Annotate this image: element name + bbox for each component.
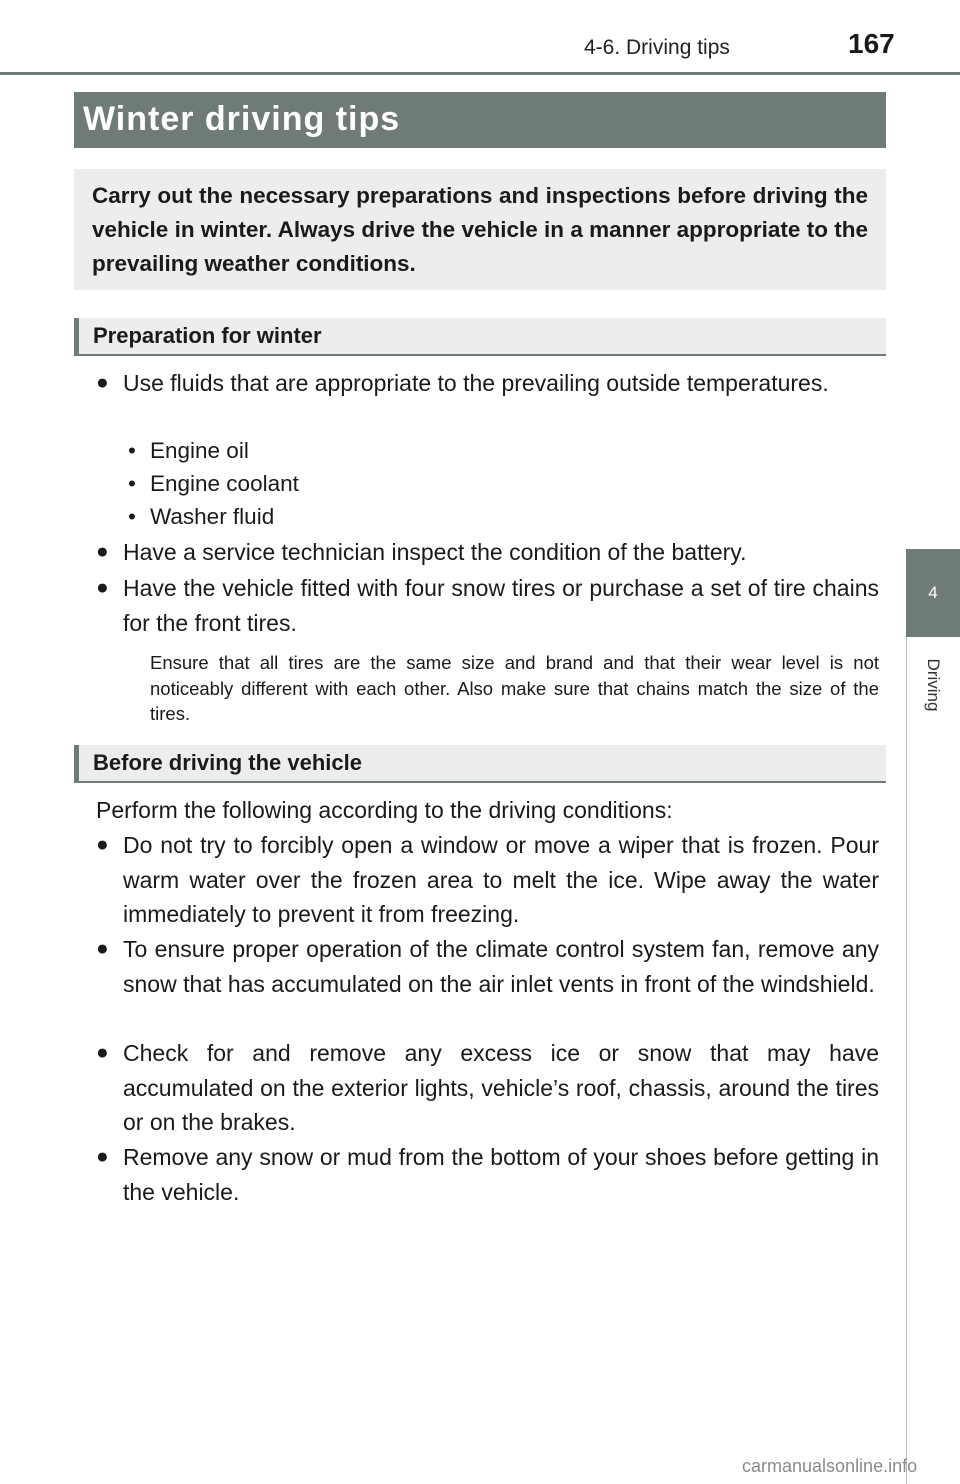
chapter-label: Driving (924, 658, 943, 712)
header-divider (0, 72, 960, 75)
bullet-dot-icon: ● (96, 833, 109, 856)
list-item: ● Check for and remove any excess ice or snow that may have accumulated on the exterior lights, vehicle’s roof, chassis, around the tires or on the brakes. (96, 1036, 879, 1140)
chapter-number: 4 (928, 583, 938, 602)
bullet-dot-icon: ● (96, 540, 109, 563)
small-bullet-icon: • (128, 438, 136, 463)
list-item: ● Have the vehicle fitted with four snow tires or purchase a set of tire chains for the front tires. (96, 571, 879, 640)
small-bullet-icon: • (128, 504, 136, 529)
list-item: ● To ensure proper operation of the climate control system fan, remove any snow that has accumulated on the air inlet vents in front of the windshield. (96, 932, 879, 1001)
tire-note: Ensure that all tires are the same size and brand and that their wear level is not noticeably different with each other. Also make sure that chains match the size of the tires. (150, 652, 879, 724)
intro-text: Carry out the necessary preparations and inspections before driving the vehicle in winter. Always drive the vehicle in a manner appropriate to the prevailing weather conditions. (92, 183, 868, 276)
bullet-dot-icon: ● (96, 937, 109, 960)
page-title: Winter driving tips (74, 92, 886, 148)
fluid-item: • Engine oil (128, 434, 249, 467)
watermark: carmanualsonline.info (742, 1456, 918, 1476)
bullet-dot-icon: ● (96, 576, 109, 599)
section-lead: Perform the following according to the driving conditions: (96, 797, 673, 823)
list-item: ● Use fluids that are appropriate to the prevailing outside temperatures. (96, 366, 879, 401)
fluid-item: • Engine coolant (128, 467, 299, 500)
small-bullet-icon: • (128, 471, 136, 496)
bullet-dot-icon: ● (96, 1041, 109, 1064)
section-heading-before-driving: Before driving the vehicle (74, 745, 886, 783)
header-section-title: 4-6. Driving tips (584, 36, 730, 59)
list-item: ● Do not try to forcibly open a window or move a wiper that is frozen. Pour warm water over the frozen area to melt the ice. Wipe away the water immediately to prevent it from freezing. (96, 828, 879, 932)
section-heading-preparation: Preparation for winter (74, 318, 886, 356)
intro-box (74, 169, 886, 290)
bullet-dot-icon: ● (96, 1145, 109, 1168)
list-item: ● Remove any snow or mud from the bottom of your shoes before getting in the vehicle. (96, 1140, 879, 1209)
chapter-tab (906, 549, 960, 637)
side-divider (906, 637, 907, 1484)
page-number: 167 (848, 28, 895, 59)
fluid-item: • Washer fluid (128, 500, 274, 533)
bullet-dot-icon: ● (96, 371, 109, 394)
list-item: ● Have a service technician inspect the condition of the battery. (96, 535, 879, 570)
